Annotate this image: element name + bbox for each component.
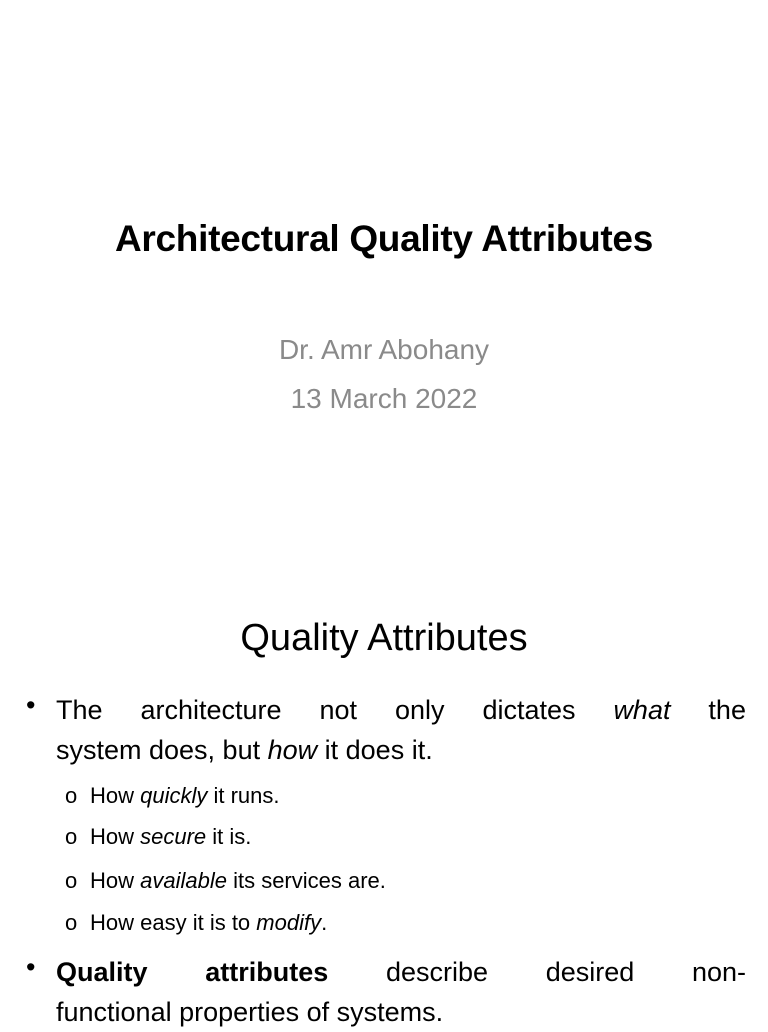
text-segment: system does, but	[56, 735, 268, 765]
word: only	[394, 695, 445, 725]
sub-bullet-item	[65, 868, 386, 894]
emphasized-word: available	[140, 868, 227, 893]
sub-bullet-marker: o	[65, 824, 78, 849]
emphasized-word: secure	[140, 824, 207, 849]
word: non-	[691, 957, 746, 987]
sub-bullet-item	[65, 910, 327, 936]
bullet-item-quality-attributes	[56, 952, 746, 1032]
bullet-line	[56, 690, 746, 730]
word: The	[56, 695, 103, 725]
bullet-marker: •	[26, 690, 36, 720]
word: not	[319, 695, 358, 725]
bold-word: Quality	[56, 957, 148, 987]
text-segment: it runs.	[207, 783, 280, 808]
word: architecture	[140, 695, 282, 725]
text-segment: it is.	[206, 824, 252, 849]
sub-bullet-item	[65, 783, 280, 809]
text-segment: it does it.	[317, 735, 433, 765]
slide-title: Architectural Quality Attributes	[115, 218, 653, 259]
bullet-line	[56, 730, 746, 770]
text-segment: .	[321, 910, 328, 935]
sub-bullet-item	[65, 824, 251, 850]
emphasized-word: how	[267, 735, 318, 765]
sub-bullet-marker: o	[65, 783, 78, 808]
presentation-date: 13 March 2022	[290, 383, 478, 414]
sub-bullet-marker: o	[65, 868, 78, 893]
sub-bullet-marker: o	[65, 910, 78, 935]
word: desired	[545, 957, 635, 987]
text-segment: How easy it is to	[90, 910, 257, 935]
word: describe	[385, 957, 488, 987]
text-segment: How	[90, 868, 141, 893]
emphasized-word: quickly	[140, 783, 208, 808]
text-segment: How	[90, 783, 141, 808]
emphasized-word: what	[613, 695, 671, 725]
bullet-line: functional properties of systems.	[56, 997, 444, 1027]
slide-heading: Quality Attributes	[240, 617, 528, 659]
text-segment: How	[90, 824, 141, 849]
bullet-line	[56, 952, 746, 992]
author-name: Dr. Amr Abohany	[278, 334, 490, 365]
word: the	[708, 695, 746, 725]
bullet-item-architecture	[56, 690, 746, 770]
word: dictates	[482, 695, 576, 725]
bold-word: attributes	[205, 957, 329, 987]
emphasized-word: modify	[256, 910, 322, 935]
text-segment: its services are.	[226, 868, 386, 893]
bullet-marker: •	[26, 952, 36, 982]
